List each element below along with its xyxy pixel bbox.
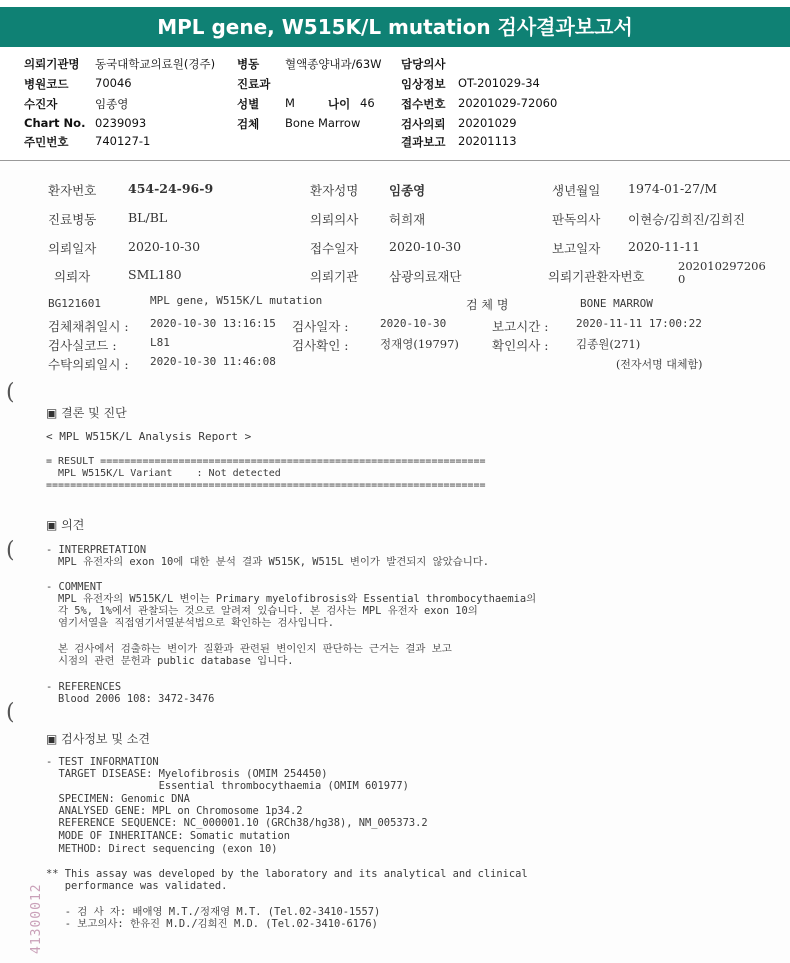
label-requesting-institution: 의뢰기관 (310, 269, 359, 284)
signature-note: (전자서명 대체함) (616, 358, 703, 371)
specimen-value: BONE MARROW (580, 297, 653, 310)
punch-hole-mark: ( (6, 538, 15, 563)
label-report-date: 보고일자 (552, 241, 601, 256)
interpretation-label: - INTERPRETATION (46, 544, 147, 556)
header-value-age: 46 (360, 96, 375, 110)
vertical-stamp: 41300012 (29, 883, 44, 954)
label-lab-code: 검사실코드 : (48, 338, 117, 353)
value-patient-number: 454-24-96-9 (128, 181, 214, 196)
header-value-report-date: 20201113 (458, 134, 517, 148)
label-requester: 의뢰자 (54, 269, 91, 284)
comment-line: 각 5%, 1%에서 관찰되는 것으로 알려져 있습니다. 본 검사는 MPL 유전자 exon 10의 (58, 605, 478, 617)
label-collection-time: 검체채취일시 : (48, 319, 129, 334)
header-label-department: 진료과 (237, 77, 271, 91)
value-lab-code: L81 (150, 336, 170, 349)
value-test-date: 2020-10-30 (380, 317, 447, 330)
header-value-rrn: 740127-1 (95, 134, 151, 148)
header-value-ward: 혈액종양내과/63W (285, 57, 382, 71)
punch-hole-mark: ( (6, 380, 15, 405)
comment-label: - COMMENT (46, 581, 103, 593)
report-subtitle: < MPL W515K/L Analysis Report > (46, 430, 252, 443)
value-ward: BL/BL (128, 210, 168, 225)
comment-line: 시점의 관련 문헌과 public database 입니다. (58, 655, 294, 667)
scanned-report (0, 161, 790, 963)
info-line: TARGET DISEASE: Myelofibrosis (OMIM 254450) (46, 768, 328, 780)
interpretation-text: MPL 유전자의 exon 10에 대한 분석 결과 W515K, W515L 변이가 발견되지 않았습니다. (58, 556, 490, 568)
punch-hole-mark: ( (6, 700, 15, 725)
header-label-chart-no: Chart No. (24, 116, 86, 130)
info-line: Essential thrombocythaemia (OMIM 601977) (46, 780, 409, 792)
header-value-patient: 임종영 (95, 97, 129, 111)
value-confirm-doctor: 김종원(271) (576, 337, 641, 351)
label-reading-doctor: 판독의사 (552, 212, 601, 227)
test-name: MPL gene, W515K/L mutation (150, 294, 323, 307)
result-block: = RESULT ================================================================ MPL W515K/L Variant : Not detected ========================================================================= (46, 456, 486, 491)
header-label-hospital-code: 병원코드 (24, 77, 69, 91)
header-value-clinical-info: OT-201029-34 (458, 76, 540, 90)
header-label-clinical-info: 임상정보 (401, 77, 446, 91)
info-line: REFERENCE SEQUENCE: NC_000001.10 (GRCh38/hg38), NM_005373.2 (46, 817, 428, 829)
info-line: SPECIMEN: Genomic DNA (46, 793, 190, 805)
header-label-accession: 접수번호 (401, 97, 446, 111)
value-requesting-institution: 삼광의료재단 (389, 269, 462, 284)
header-value-specimen: Bone Marrow (285, 116, 361, 130)
references-text: Blood 2006 108: 3472-3476 (58, 693, 215, 705)
note-line: performance was validated. (46, 880, 228, 892)
header-label-age: 나이 (328, 97, 351, 111)
test-code: BG121601 (48, 297, 101, 310)
header-label-sex: 성별 (237, 97, 260, 111)
value-birth-date: 1974-01-27/M (628, 181, 718, 196)
header-label-physician: 담당의사 (401, 57, 446, 71)
comment-line: 본 검사에서 검출하는 변이가 질환과 관련된 변이인지 판단하는 근거는 결과 보고 (58, 643, 452, 655)
value-receipt-date: 2020-10-30 (389, 239, 462, 254)
info-line: MODE OF INHERITANCE: Somatic mutation (46, 830, 290, 842)
label-requesting-doctor: 의뢰의사 (310, 212, 359, 227)
value-test-confirm: 정재영(19797) (380, 337, 459, 351)
specimen-label: 검 체 명 (466, 298, 509, 312)
label-test-confirm: 검사확인 : (292, 338, 349, 353)
info-line: METHOD: Direct sequencing (exon 10) (46, 843, 278, 855)
header-value-institution: 동국대학교의료원(경주) (95, 57, 216, 71)
value-consign-time: 2020-10-30 11:46:08 (150, 355, 276, 368)
label-report-time: 보고시간 : (492, 319, 549, 334)
value-requesting-doctor: 허희재 (389, 212, 426, 227)
value-report-time: 2020-11-11 17:00:22 (576, 317, 702, 330)
header-label-report-date: 결과보고 (401, 135, 446, 149)
header-label-rrn: 주민번호 (24, 135, 69, 149)
header-value-sex: M (285, 96, 295, 110)
label-consign-time: 수탁의뢰일시 : (48, 357, 129, 372)
label-patient-name: 환자성명 (310, 183, 359, 198)
label-receipt-date: 접수일자 (310, 241, 359, 256)
value-requester: SML180 (128, 267, 182, 282)
value-reading-doctor: 이현승/김희진/김희진 (628, 212, 746, 227)
comment-line: 염기서열을 직접염기서열분석법으로 확인하는 검사입니다. (58, 617, 334, 629)
header-label-institution: 의뢰기관명 (24, 57, 80, 71)
label-birth-date: 생년월일 (552, 183, 601, 198)
opinion-heading: ▣ 의견 (46, 518, 85, 532)
label-patient-number: 환자번호 (48, 183, 97, 198)
header-value-hospital-code: 70046 (95, 76, 132, 90)
header-value-request-date: 20201029 (458, 116, 517, 130)
value-institution-patient-number: 202010297206 0 (678, 259, 766, 286)
label-test-date: 검사일자 : (292, 319, 349, 334)
report-title: MPL gene, W515K/L mutation 검사결과보고서 (0, 7, 790, 47)
header-label-ward: 병동 (237, 57, 260, 71)
staff-line-reporter: - 보고의사: 한유진 M.D./김희진 M.D. (Tel.02-3410-6176) (46, 918, 378, 930)
value-collection-time: 2020-10-30 13:16:15 (150, 317, 276, 330)
value-patient-name: 임종영 (389, 183, 426, 198)
references-label: - REFERENCES (46, 681, 122, 693)
info-line: - TEST INFORMATION (46, 756, 159, 768)
staff-line-tester: - 검 사 자: 배애영 M.T./정재영 M.T. (Tel.02-3410-1557) (46, 906, 381, 918)
label-confirm-doctor: 확인의사 : (492, 338, 549, 353)
note-line: ** This assay was developed by the laboratory and its analytical and clinical (46, 868, 528, 880)
label-ward: 진료병동 (48, 212, 97, 227)
label-request-date: 의뢰일자 (48, 241, 97, 256)
header-label-specimen: 검체 (237, 117, 260, 131)
header-label-request-date: 검사의뢰 (401, 117, 446, 131)
info-line: ANALYSED GENE: MPL on Chromosome 1p34.2 (46, 805, 303, 817)
info-heading: ▣ 검사정보 및 소견 (46, 732, 150, 746)
header-label-patient: 수진자 (24, 97, 58, 111)
value-report-date: 2020-11-11 (628, 239, 701, 254)
header-value-chart-no: 0239093 (95, 116, 147, 130)
value-request-date: 2020-10-30 (128, 239, 201, 254)
label-institution-patient-number: 의뢰기관환자번호 (548, 269, 645, 284)
header-value-accession: 20201029-72060 (458, 96, 558, 110)
conclusion-heading: ▣ 결론 및 진단 (46, 406, 127, 420)
comment-line: MPL 유전자의 W515K/L 변이는 Primary myelofibrosis와 Essential thrombocythaemia의 (58, 593, 537, 605)
